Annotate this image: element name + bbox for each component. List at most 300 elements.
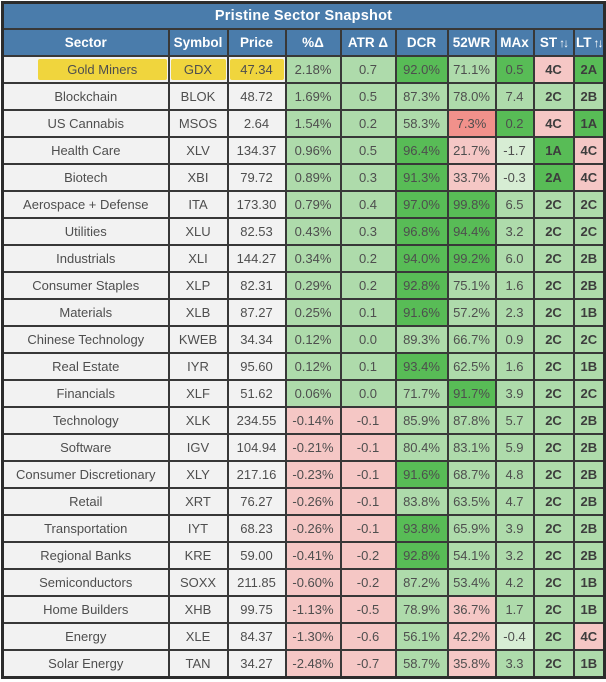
table-row bbox=[3, 299, 605, 326]
cell-sector bbox=[3, 164, 169, 191]
column-label: LT bbox=[576, 35, 592, 50]
table-row bbox=[3, 596, 605, 623]
cell-wr: 21.7% bbox=[448, 137, 496, 164]
cell-symbol bbox=[169, 137, 228, 164]
cell-pct: -0.26% bbox=[286, 515, 341, 542]
cell-text: Chinese Technology bbox=[27, 332, 145, 347]
cell-dcr: 85.9% bbox=[396, 407, 448, 434]
cell-mx: 3.9 bbox=[496, 380, 534, 407]
cell-st: 2C bbox=[534, 191, 574, 218]
cell-lt: 2C bbox=[574, 218, 605, 245]
cell-text: XLV bbox=[186, 143, 210, 158]
cell-sector bbox=[3, 191, 169, 218]
cell-symbol bbox=[169, 191, 228, 218]
cell-sector bbox=[3, 299, 169, 326]
cell-sector bbox=[3, 83, 169, 110]
cell-text: KRE bbox=[184, 548, 212, 563]
cell-text: 217.16 bbox=[236, 467, 277, 482]
cell-text: SOXX bbox=[179, 575, 217, 590]
cell-mx: 0.9 bbox=[496, 326, 534, 353]
table-row bbox=[3, 542, 605, 569]
cell-text: Biotech bbox=[64, 170, 108, 185]
cell-pct: -2.48% bbox=[286, 650, 341, 678]
cell-st: 2C bbox=[534, 272, 574, 299]
cell-atr: 0.3 bbox=[341, 218, 396, 245]
cell-st: 2A bbox=[534, 164, 574, 191]
cell-symbol bbox=[169, 218, 228, 245]
cell-pct: 0.06% bbox=[286, 380, 341, 407]
cell-lt: 4C bbox=[574, 164, 605, 191]
cell-atr: 0.2 bbox=[341, 245, 396, 272]
cell-pct: 0.89% bbox=[286, 164, 341, 191]
cell-text: XLF bbox=[186, 386, 210, 401]
cell-text: GDX bbox=[171, 59, 226, 80]
cell-dcr: 91.6% bbox=[396, 461, 448, 488]
table-row bbox=[3, 407, 605, 434]
cell-st: 2C bbox=[534, 83, 574, 110]
cell-mx: -0.3 bbox=[496, 164, 534, 191]
cell-text: 134.37 bbox=[236, 143, 277, 158]
cell-wr: 99.8% bbox=[448, 191, 496, 218]
cell-lt: 1B bbox=[574, 353, 605, 380]
cell-atr: 0.1 bbox=[341, 299, 396, 326]
cell-text: Regional Banks bbox=[40, 548, 132, 563]
cell-sector bbox=[3, 623, 169, 650]
cell-symbol bbox=[169, 83, 228, 110]
table-row bbox=[3, 353, 605, 380]
cell-atr: -0.1 bbox=[341, 434, 396, 461]
cell-text: 211.85 bbox=[237, 575, 276, 590]
cell-wr: 87.8% bbox=[448, 407, 496, 434]
cell-st: 2C bbox=[534, 380, 574, 407]
cell-atr: -0.1 bbox=[341, 461, 396, 488]
cell-dcr: 96.8% bbox=[396, 218, 448, 245]
column-header-price bbox=[228, 29, 286, 56]
cell-pct: -0.23% bbox=[286, 461, 341, 488]
cell-price bbox=[228, 326, 286, 353]
title-row bbox=[3, 3, 605, 30]
cell-st: 4C bbox=[534, 110, 574, 137]
cell-st: 2C bbox=[534, 542, 574, 569]
cell-dcr: 87.3% bbox=[396, 83, 448, 110]
cell-wr: 65.9% bbox=[448, 515, 496, 542]
cell-text: 34.27 bbox=[240, 656, 273, 671]
column-header-dcr bbox=[396, 29, 448, 56]
cell-mx: 6.5 bbox=[496, 191, 534, 218]
cell-pct: 0.12% bbox=[286, 326, 341, 353]
column-header-st[interactable] bbox=[534, 29, 574, 56]
table-row bbox=[3, 569, 605, 596]
cell-text: Utilities bbox=[64, 224, 107, 239]
cell-atr: 0.1 bbox=[341, 353, 396, 380]
cell-st: 4C bbox=[534, 56, 574, 83]
cell-wr: 91.7% bbox=[448, 380, 496, 407]
cell-st: 2C bbox=[534, 245, 574, 272]
cell-price bbox=[228, 245, 286, 272]
cell-text: KWEB bbox=[178, 332, 218, 347]
table-row bbox=[3, 650, 605, 678]
cell-pct: 0.79% bbox=[286, 191, 341, 218]
cell-st: 2C bbox=[534, 434, 574, 461]
cell-price bbox=[228, 515, 286, 542]
cell-text: BLOK bbox=[180, 89, 216, 104]
cell-text: Blockchain bbox=[54, 89, 118, 104]
cell-text: 79.72 bbox=[240, 170, 273, 185]
cell-wr: 7.3% bbox=[448, 110, 496, 137]
cell-dcr: 87.2% bbox=[396, 569, 448, 596]
cell-pct: 0.12% bbox=[286, 353, 341, 380]
cell-text: ITA bbox=[188, 197, 208, 212]
cell-price bbox=[228, 542, 286, 569]
cell-text: XLY bbox=[186, 467, 210, 482]
cell-pct: -0.41% bbox=[286, 542, 341, 569]
cell-st: 2C bbox=[534, 488, 574, 515]
cell-atr: -0.2 bbox=[341, 569, 396, 596]
cell-text: 68.23 bbox=[240, 521, 273, 536]
cell-sector bbox=[3, 650, 169, 678]
cell-text: 95.60 bbox=[240, 359, 273, 374]
cell-price bbox=[228, 461, 286, 488]
cell-lt: 2B bbox=[574, 461, 605, 488]
cell-text: XLP bbox=[185, 278, 211, 293]
table-row bbox=[3, 218, 605, 245]
cell-st: 2C bbox=[534, 299, 574, 326]
cell-pct: 0.25% bbox=[286, 299, 341, 326]
cell-symbol bbox=[169, 245, 228, 272]
cell-text: 84.37 bbox=[240, 629, 273, 644]
cell-price bbox=[228, 83, 286, 110]
cell-text: Industrials bbox=[56, 251, 116, 266]
cell-dcr: 91.6% bbox=[396, 299, 448, 326]
cell-price bbox=[228, 56, 286, 83]
cell-sector bbox=[3, 380, 169, 407]
table-row bbox=[3, 380, 605, 407]
column-label: Price bbox=[239, 35, 274, 50]
cell-symbol bbox=[169, 515, 228, 542]
cell-sector bbox=[3, 353, 169, 380]
cell-dcr: 92.8% bbox=[396, 272, 448, 299]
cell-text: 82.53 bbox=[240, 224, 273, 239]
cell-text: Consumer Staples bbox=[32, 278, 140, 293]
cell-atr: -0.5 bbox=[341, 596, 396, 623]
cell-mx: 1.7 bbox=[496, 596, 534, 623]
cell-mx: 4.7 bbox=[496, 488, 534, 515]
cell-text: XLK bbox=[185, 413, 211, 428]
cell-lt: 2B bbox=[574, 407, 605, 434]
cell-text: Technology bbox=[52, 413, 119, 428]
cell-text: Materials bbox=[59, 305, 113, 320]
cell-pct: -1.13% bbox=[286, 596, 341, 623]
column-label: 52WR bbox=[452, 35, 491, 50]
table-row bbox=[3, 461, 605, 488]
cell-dcr: 93.4% bbox=[396, 353, 448, 380]
cell-st: 2C bbox=[534, 326, 574, 353]
table-row bbox=[3, 434, 605, 461]
column-label: Symbol bbox=[173, 35, 223, 50]
cell-wr: 99.2% bbox=[448, 245, 496, 272]
cell-text: Home Builders bbox=[43, 602, 129, 617]
cell-st: 1A bbox=[534, 137, 574, 164]
cell-atr: 0.0 bbox=[341, 326, 396, 353]
cell-text: 144.27 bbox=[236, 251, 277, 266]
cell-price bbox=[228, 110, 286, 137]
cell-text: XRT bbox=[185, 494, 211, 509]
cell-text: IGV bbox=[186, 440, 210, 455]
cell-symbol bbox=[169, 110, 228, 137]
cell-atr: 0.7 bbox=[341, 56, 396, 83]
cell-wr: 63.5% bbox=[448, 488, 496, 515]
cell-atr: -0.2 bbox=[341, 542, 396, 569]
cell-st: 2C bbox=[534, 515, 574, 542]
column-label: ATR Δ bbox=[347, 35, 389, 50]
cell-text: Energy bbox=[65, 629, 107, 644]
cell-lt: 1A bbox=[574, 110, 605, 137]
column-header-atr-change bbox=[341, 29, 396, 56]
cell-sector bbox=[3, 56, 169, 83]
cell-sector bbox=[3, 245, 169, 272]
cell-lt: 2C bbox=[574, 380, 605, 407]
cell-pct: 0.29% bbox=[286, 272, 341, 299]
cell-dcr: 92.8% bbox=[396, 542, 448, 569]
cell-atr: 0.3 bbox=[341, 164, 396, 191]
cell-text: XHB bbox=[184, 602, 212, 617]
cell-mx: 3.2 bbox=[496, 542, 534, 569]
cell-sector bbox=[3, 596, 169, 623]
table-body bbox=[3, 56, 605, 678]
cell-price bbox=[228, 272, 286, 299]
cell-mx: 5.9 bbox=[496, 434, 534, 461]
table-row bbox=[3, 488, 605, 515]
cell-symbol bbox=[169, 569, 228, 596]
cell-text: Software bbox=[60, 440, 112, 455]
cell-pct: -0.14% bbox=[286, 407, 341, 434]
cell-pct: 0.43% bbox=[286, 218, 341, 245]
cell-text: 104.94 bbox=[236, 440, 277, 455]
cell-wr: 83.1% bbox=[448, 434, 496, 461]
cell-lt: 2C bbox=[574, 191, 605, 218]
cell-wr: 36.7% bbox=[448, 596, 496, 623]
cell-dcr: 93.8% bbox=[396, 515, 448, 542]
cell-text: 59.00 bbox=[240, 548, 273, 563]
cell-symbol bbox=[169, 434, 228, 461]
cell-st: 2C bbox=[534, 569, 574, 596]
table-row bbox=[3, 164, 605, 191]
cell-text: US Cannabis bbox=[47, 116, 125, 131]
cell-price bbox=[228, 434, 286, 461]
cell-symbol bbox=[169, 353, 228, 380]
cell-atr: 0.5 bbox=[341, 137, 396, 164]
table-row bbox=[3, 110, 605, 137]
column-header-52wr bbox=[448, 29, 496, 56]
cell-symbol bbox=[169, 326, 228, 353]
cell-text: 51.62 bbox=[240, 386, 273, 401]
cell-price bbox=[228, 299, 286, 326]
cell-text: 87.27 bbox=[240, 305, 273, 320]
cell-text: 34.34 bbox=[240, 332, 273, 347]
cell-lt: 4C bbox=[574, 623, 605, 650]
cell-sector bbox=[3, 515, 169, 542]
cell-sector bbox=[3, 272, 169, 299]
cell-wr: 66.7% bbox=[448, 326, 496, 353]
cell-atr: -0.6 bbox=[341, 623, 396, 650]
cell-wr: 33.7% bbox=[448, 164, 496, 191]
cell-symbol bbox=[169, 299, 228, 326]
cell-text: 234.55 bbox=[236, 413, 277, 428]
cell-text: TAN bbox=[185, 656, 211, 671]
cell-sector bbox=[3, 407, 169, 434]
cell-text: Consumer Discretionary bbox=[16, 467, 156, 482]
cell-dcr: 89.3% bbox=[396, 326, 448, 353]
cell-lt: 2B bbox=[574, 272, 605, 299]
cell-atr: 0.5 bbox=[341, 83, 396, 110]
cell-lt: 1B bbox=[574, 596, 605, 623]
cell-mx: 4.8 bbox=[496, 461, 534, 488]
cell-st: 2C bbox=[534, 353, 574, 380]
cell-mx: 3.3 bbox=[496, 650, 534, 678]
cell-st: 2C bbox=[534, 650, 574, 678]
cell-lt: 2B bbox=[574, 515, 605, 542]
cell-sector bbox=[3, 542, 169, 569]
cell-price bbox=[228, 407, 286, 434]
cell-price bbox=[228, 569, 286, 596]
column-header-symbol bbox=[169, 29, 228, 56]
cell-symbol bbox=[169, 461, 228, 488]
cell-mx: 1.6 bbox=[496, 353, 534, 380]
cell-text: Solar Energy bbox=[48, 656, 124, 671]
cell-dcr: 71.7% bbox=[396, 380, 448, 407]
cell-mx: 4.2 bbox=[496, 569, 534, 596]
cell-wr: 78.0% bbox=[448, 83, 496, 110]
cell-lt: 2A bbox=[574, 56, 605, 83]
cell-symbol bbox=[169, 56, 228, 83]
cell-text: 48.72 bbox=[240, 89, 273, 104]
table-row bbox=[3, 191, 605, 218]
cell-atr: -0.7 bbox=[341, 650, 396, 678]
cell-atr: -0.1 bbox=[341, 515, 396, 542]
table-row bbox=[3, 272, 605, 299]
sort-arrows-icon: ↑↓ bbox=[593, 36, 602, 50]
cell-lt: 1B bbox=[574, 299, 605, 326]
cell-atr: -0.1 bbox=[341, 407, 396, 434]
cell-dcr: 96.4% bbox=[396, 137, 448, 164]
cell-sector bbox=[3, 326, 169, 353]
cell-text: IYR bbox=[187, 359, 209, 374]
cell-text: Transportation bbox=[44, 521, 128, 536]
cell-sector bbox=[3, 137, 169, 164]
cell-dcr: 78.9% bbox=[396, 596, 448, 623]
column-header-row bbox=[3, 29, 605, 56]
cell-text: Gold Miners bbox=[38, 59, 167, 80]
cell-lt: 2B bbox=[574, 245, 605, 272]
cell-wr: 94.4% bbox=[448, 218, 496, 245]
cell-price bbox=[228, 137, 286, 164]
cell-text: Retail bbox=[69, 494, 103, 509]
cell-wr: 71.1% bbox=[448, 56, 496, 83]
cell-mx: 0.5 bbox=[496, 56, 534, 83]
cell-price bbox=[228, 164, 286, 191]
cell-mx: 3.9 bbox=[496, 515, 534, 542]
cell-dcr: 94.0% bbox=[396, 245, 448, 272]
cell-mx: 0.2 bbox=[496, 110, 534, 137]
cell-pct: -1.30% bbox=[286, 623, 341, 650]
cell-pct: -0.26% bbox=[286, 488, 341, 515]
cell-lt: 2B bbox=[574, 542, 605, 569]
column-label: DCR bbox=[406, 35, 437, 50]
cell-lt: 1B bbox=[574, 650, 605, 678]
cell-text: Financials bbox=[56, 386, 116, 401]
table-row bbox=[3, 515, 605, 542]
cell-text: 82.31 bbox=[240, 278, 273, 293]
cell-symbol bbox=[169, 272, 228, 299]
cell-price bbox=[228, 623, 286, 650]
table-row bbox=[3, 83, 605, 110]
cell-text: 47.34 bbox=[230, 59, 284, 80]
cell-symbol bbox=[169, 596, 228, 623]
cell-lt: 2B bbox=[574, 488, 605, 515]
cell-lt: 2B bbox=[574, 434, 605, 461]
column-header-max bbox=[496, 29, 534, 56]
sort-arrows-icon: ↑↓ bbox=[559, 36, 568, 50]
cell-sector bbox=[3, 461, 169, 488]
cell-mx: 1.6 bbox=[496, 272, 534, 299]
table-row bbox=[3, 326, 605, 353]
column-label: MAx bbox=[500, 35, 529, 50]
cell-dcr: 58.7% bbox=[396, 650, 448, 678]
cell-mx: -0.4 bbox=[496, 623, 534, 650]
cell-atr: 0.0 bbox=[341, 380, 396, 407]
cell-dcr: 92.0% bbox=[396, 56, 448, 83]
cell-mx: 3.2 bbox=[496, 218, 534, 245]
cell-pct: -0.60% bbox=[286, 569, 341, 596]
table-row bbox=[3, 245, 605, 272]
cell-lt: 4C bbox=[574, 137, 605, 164]
cell-st: 2C bbox=[534, 461, 574, 488]
cell-symbol bbox=[169, 380, 228, 407]
cell-sector bbox=[3, 218, 169, 245]
cell-price bbox=[228, 488, 286, 515]
column-header-sector bbox=[3, 29, 169, 56]
cell-wr: 53.4% bbox=[448, 569, 496, 596]
column-header-pct-change bbox=[286, 29, 341, 56]
cell-dcr: 97.0% bbox=[396, 191, 448, 218]
cell-text: Aerospace + Defense bbox=[23, 197, 149, 212]
cell-symbol bbox=[169, 407, 228, 434]
table-title: Pristine Sector Snapshot bbox=[3, 3, 605, 30]
cell-symbol bbox=[169, 623, 228, 650]
cell-st: 2C bbox=[534, 407, 574, 434]
cell-lt: 2C bbox=[574, 326, 605, 353]
column-label: %Δ bbox=[302, 35, 324, 50]
cell-sector bbox=[3, 434, 169, 461]
column-header-lt[interactable] bbox=[574, 29, 605, 56]
column-label: ST bbox=[539, 35, 558, 50]
cell-atr: 0.2 bbox=[341, 110, 396, 137]
cell-wr: 62.5% bbox=[448, 353, 496, 380]
cell-wr: 68.7% bbox=[448, 461, 496, 488]
cell-pct: -0.21% bbox=[286, 434, 341, 461]
cell-text: XLB bbox=[185, 305, 211, 320]
cell-price bbox=[228, 650, 286, 678]
cell-pct: 2.18% bbox=[286, 56, 341, 83]
cell-mx: 7.4 bbox=[496, 83, 534, 110]
cell-mx: 5.7 bbox=[496, 407, 534, 434]
cell-dcr: 80.4% bbox=[396, 434, 448, 461]
cell-st: 2C bbox=[534, 623, 574, 650]
cell-price bbox=[228, 380, 286, 407]
cell-text: Semiconductors bbox=[39, 575, 133, 590]
cell-pct: 1.69% bbox=[286, 83, 341, 110]
cell-wr: 75.1% bbox=[448, 272, 496, 299]
